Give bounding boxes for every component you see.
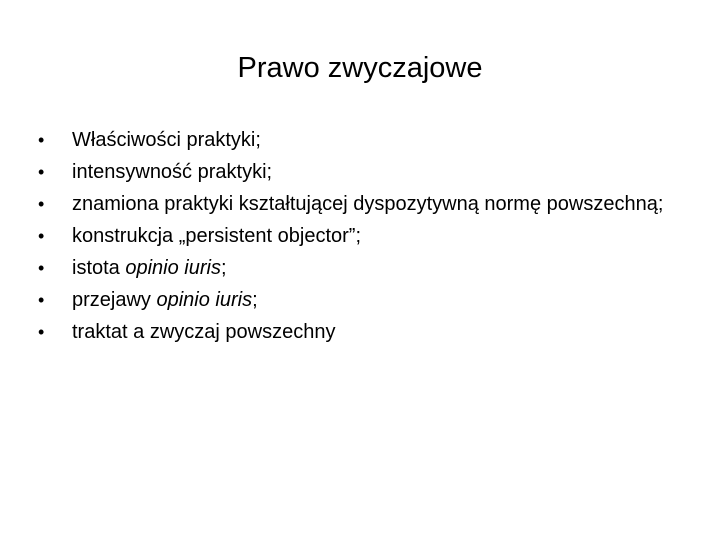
bullet-text-part: znamiona praktyki kształtującej dyspozytywną normę powszechną; — [72, 193, 664, 215]
bullet-text-italic: opinio iuris — [156, 289, 253, 311]
bullet-text-part: traktat a zwyczaj powszechny — [72, 321, 336, 343]
bullet-text — [72, 129, 261, 151]
bullet-text-part: istota — [72, 257, 126, 279]
bullet-text — [72, 321, 335, 343]
bullet-item — [38, 160, 678, 184]
bullet-text-part: przejawy — [72, 289, 157, 311]
bullet-icon: • — [38, 162, 45, 182]
bullet-text — [72, 257, 227, 279]
slide-title-text: Prawo zwyczajowe — [237, 52, 483, 84]
bullet-icon: • — [38, 226, 45, 246]
bullet-item — [38, 192, 678, 216]
bullet-text — [72, 225, 361, 247]
bullet-text — [72, 193, 663, 215]
bullet-list — [38, 128, 678, 352]
bullet-text-part: Właściwości praktyki; — [72, 129, 261, 151]
bullet-text-part: ; — [220, 257, 227, 279]
slide-title — [0, 48, 720, 88]
bullet-text-part: konstrukcja „persistent objector”; — [72, 225, 362, 247]
bullet-icon: • — [38, 322, 45, 342]
bullet-icon: • — [38, 290, 45, 310]
bullet-item — [38, 128, 678, 152]
bullet-text-part: ; — [252, 289, 258, 311]
bullet-item — [38, 256, 678, 280]
bullet-text-italic: opinio iuris — [125, 257, 221, 279]
bullet-icon: • — [38, 258, 45, 278]
bullet-icon: • — [38, 194, 45, 214]
bullet-text — [72, 289, 258, 311]
bullet-icon: • — [38, 130, 45, 150]
bullet-text — [72, 161, 272, 183]
bullet-item — [38, 320, 678, 344]
bullet-item — [38, 224, 678, 248]
bullet-item — [38, 288, 678, 312]
bullet-text-part: intensywność praktyki; — [72, 161, 273, 183]
